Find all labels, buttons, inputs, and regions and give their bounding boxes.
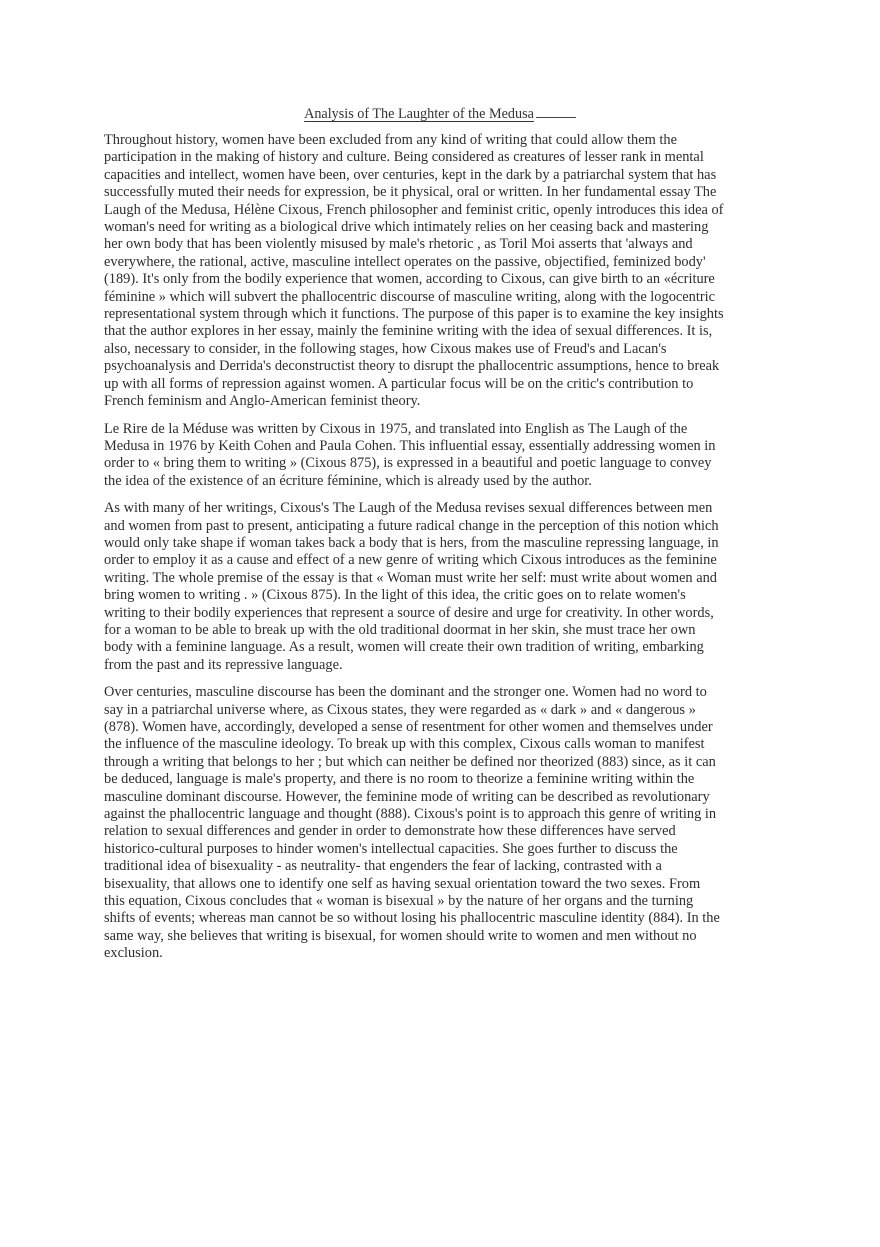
paragraph-4: Over centuries, masculine discourse has been the dominant and the stronger one. Women had no word to say in a patriarchal universe where, as Cixous states, they were regarded as « dark » and « dangerous » (878). Women have, accordingly, developed a sense of resentment for other women and themselves under the influence of the masculine ideology. To break up with this complex, Cixous calls woman to manifest through a writing that belongs to her ; but which can neither be defined nor theorized (883) since, as it can be deduced, language is male's property, and there is no room to theorize a feminine writing within the masculine dominant discourse. However, the feminine mode of writing can be described as revolutionary against the phallocentric language and thought (888). Cixous's point is to approach this genre of writing in relation to sexual differences and gender in order to demonstrate how these differences have served historico-cultural purposes to hinder women's intellectual capacities. She goes further to discuss the traditional idea of bisexuality - as neutrality- that engenders the fear of lacking, contrasted with a bisexuality, that allows one to identify one self as having sexual orientation toward the two sexes. From this equation, Cixous concludes that « woman is bisexual » by the nature of her organs and the turning shifts of events; whereas man cannot be so without losing his phallocentric masculine identity (884). In the same way, she believes that writing is bisexual, for women should write to women and men without no exclusion. (104, 684, 720, 962)
document-title-text: Analysis of The Laughter of the Medusa (304, 106, 534, 122)
title-underline-rule (536, 104, 576, 118)
paragraph-3: As with many of her writings, Cixous's The Laugh of the Medusa revises sexual differences between men and women from past to present, anticipating a future radical change in the perception of this notion which would only take shape if woman takes back a body that is hers, from the masculine repressing language, in order to employ it as a cause and effect of a new genre of writing which Cixous introduces as the feminine writing. The whole premise of the essay is that « Woman must write her self: must write about women and bring women to writing . » (Cixous 875). In the light of this idea, the critic goes on to relate women's writing to their bodily experiences that represent a source of desire and urge for creativity. In other words, for a woman to be able to break up with the old traditional doormat in her skin, she must trace her own body with a feminine language. As a result, women will create their own tradition of writing, embarking from the past and its repressive language. (104, 500, 719, 673)
document-title (0, 104, 880, 124)
paragraph-1: Throughout history, women have been excluded from any kind of writing that could allow them the participation in the making of history and culture. Being considered as creatures of lesser rank in mental capacities and intellect, women have been, over centuries, kept in the dark by a patriarchal system that has successfully muted their needs for expression, be it physical, oral or written. In her fundamental essay The Laugh of the Medusa, Hélène Cixous, French philosopher and feminist critic, openly introduces this idea of woman's need for writing as a biological drive which intimately relies on her ceasing back and mastering her own body that has been violently misused by male's rhetoric , as Toril Moi asserts that 'always and everywhere, the rational, active, masculine intellect operates on the passive, objectified, feminized body' (189). It's only from the bodily experience that women, according to Cixous, can give birth to an «écriture féminine » which will subvert the phallocentric discourse of masculine writing, along with the logocentric representational system through which it functions. The purpose of this paper is to examine the key insights that the author explores in her essay, mainly the feminine writing with the idea of sexual differences. It is, also, necessary to consider, in the following stages, how Cixous makes use of Freud's and Lacan's psychoanalysis and Derrida's deconstructist theory to disrupt the phallocentric assumptions, hence to break up with all forms of repression against women. A particular focus will be on the critic's contribution to French feminism and Anglo-American feminist theory. (104, 132, 724, 410)
paragraph-2: Le Rire de la Méduse was written by Cixous in 1975, and translated into English as The Laugh of the Medusa in 1976 by Keith Cohen and Paula Cohen. This influential essay, essentially addressing women in order to « bring them to writing » (Cixous 875), is expressed in a beautiful and poetic language to convey the idea of the existence of an écriture féminine, which is already used by the author. (104, 420, 716, 489)
document-body (104, 132, 724, 973)
